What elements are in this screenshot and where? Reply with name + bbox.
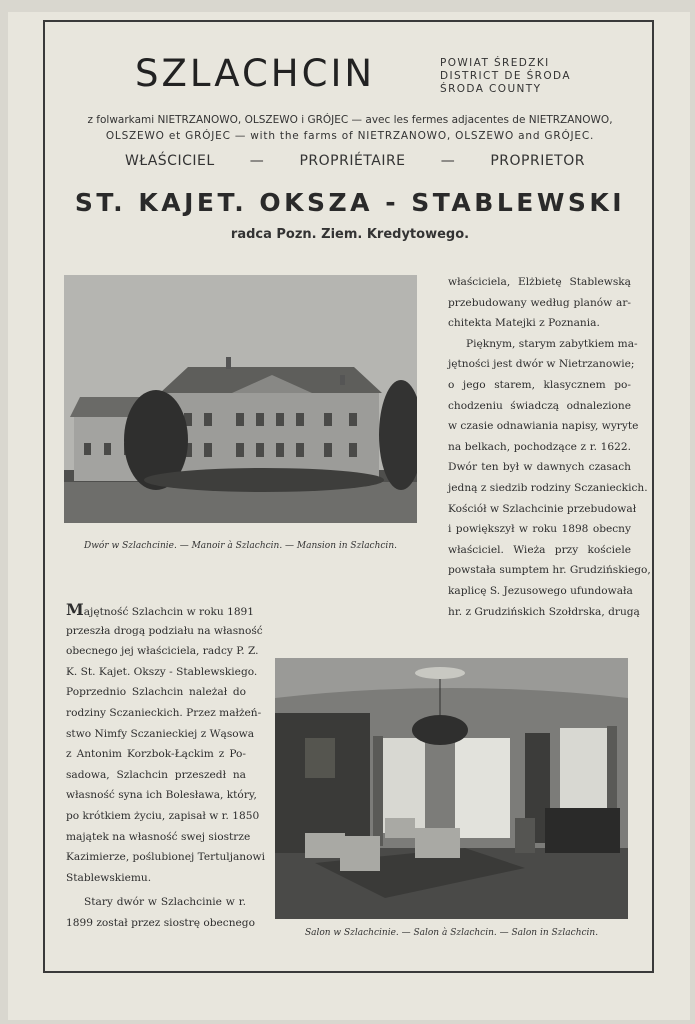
right-column-text — [448, 272, 651, 622]
text-line: 1899 został przez siostrę obecnego — [66, 916, 255, 929]
text-line: właściciela, Elżbietę Stablewską — [448, 276, 631, 288]
text-line: rodziny Sczanieckich. Przez małżeń- — [66, 706, 262, 719]
county-block — [440, 57, 620, 96]
text-line: jedną z siedzib rodziny Sczanieckich. — [448, 481, 648, 494]
separator: — — [249, 153, 265, 169]
salon-photo — [275, 658, 628, 919]
county-line-fr: DISTRICT DE ŚRODA — [440, 70, 571, 82]
left-column-text — [66, 600, 265, 934]
county-line-pl: POWIAT ŚREDZKI — [440, 57, 550, 69]
text-line: z Antonim Korzbok-Łąckim z Po- — [66, 748, 246, 761]
text-line: i powiększył w roku 1898 obecny — [448, 523, 631, 536]
owner-label-en: PROPRIETOR — [490, 153, 585, 169]
salon-caption: Salon w Szlachcinie. — Salon à Szlachcin. — Salon in Szlachcin. — [304, 928, 599, 938]
text-line: własność syna ich Bolesława, który, — [66, 789, 257, 802]
text-line: Kościół w Szlachcinie przebudował — [448, 502, 637, 515]
text-line: stwo Nimfy Sczanieckiej z Wąsowa — [66, 727, 255, 740]
text-line: jętności jest dwór w Nietrzanowie; — [448, 358, 635, 371]
owner-label-fr: PROPRIÉTAIRE — [299, 153, 406, 169]
text-line: powstała sumptem hr. Grudzińskiego, — [448, 564, 651, 577]
text-line: na belkach, pochodzące z r. 1622. — [448, 440, 631, 453]
text-line: o jego starem, klasycznem po- — [448, 378, 631, 391]
text-line-first — [66, 600, 255, 621]
farms-line: z folwarkami NIETRZANOWO, OLSZEWO i GRÓJEC — avec les fermes adjacentes de NIETRZANOWO, — [87, 114, 613, 126]
text-line: Kazimierze, poślubionej Tertuljanowi — [66, 851, 265, 864]
text-line: K. St. Kajet. Okszy - Stablewskiego. — [66, 665, 258, 678]
owner-name: ST. KAJET. OKSZA - STABLEWSKI — [74, 188, 626, 217]
text-line: ajętność Szlachcin w roku 1891 — [83, 606, 255, 618]
text-line: obecnego jej właściciela, radcy P. Z. — [66, 645, 259, 658]
text-line: przeszła drogą podziału na własność — [66, 624, 263, 637]
owner-title: radca Pozn. Ziem. Kredytowego. — [230, 227, 470, 242]
owner-labels — [125, 153, 585, 169]
page-title: SZLACHCIN — [135, 52, 376, 95]
separator: — — [440, 153, 456, 169]
owner-label-pl: WŁAŚCICIEL — [125, 153, 215, 169]
text-line: Pięknym, starym zabytkiem ma- — [466, 337, 638, 350]
text-line: chitekta Matejki z Poznania. — [448, 317, 600, 330]
farms-line: OLSZEWO et GRÓJEC — with the farms of NIETRZANOWO, OLSZEWO and GRÓJEC. — [105, 130, 595, 142]
text-line: właściciel. Wieża przy kościele — [448, 543, 631, 556]
text-line: Poprzednio Szlachcin należał do — [66, 686, 246, 699]
text-line: po krótkiem życiu, zapisał w r. 1850 — [66, 809, 260, 822]
text-line: chodzeniu świadczą odnalezione — [448, 399, 631, 412]
text-line: przebudowany według planów ar- — [448, 296, 631, 309]
text-line: Stary dwór w Szlachcinie w r. — [84, 896, 246, 909]
text-line: sadowa, Szlachcin przeszedł na — [66, 768, 246, 781]
text-line: w czasie odnawiania napisy, wyryte — [448, 420, 639, 433]
farms-description — [60, 112, 640, 144]
mansion-caption: Dwór w Szlachcinie. — Manoir à Szlachcin. — Mansion in Szlachcin. — [84, 541, 397, 551]
text-line: hr. z Grudzińskich Szołdrska, drugą — [448, 605, 640, 618]
mansion-photo — [64, 275, 417, 523]
text-line: kaplicę S. Jezusowego ufundowała — [448, 584, 633, 597]
text-line: majątek na własność swej siostrze — [66, 830, 251, 843]
text-line: Dwór ten był w dawnych czasach — [448, 461, 631, 474]
drop-cap: M — [66, 600, 84, 619]
county-line-en: ŚRODA COUNTY — [440, 83, 542, 95]
text-line: Stablewskiemu. — [66, 871, 152, 884]
